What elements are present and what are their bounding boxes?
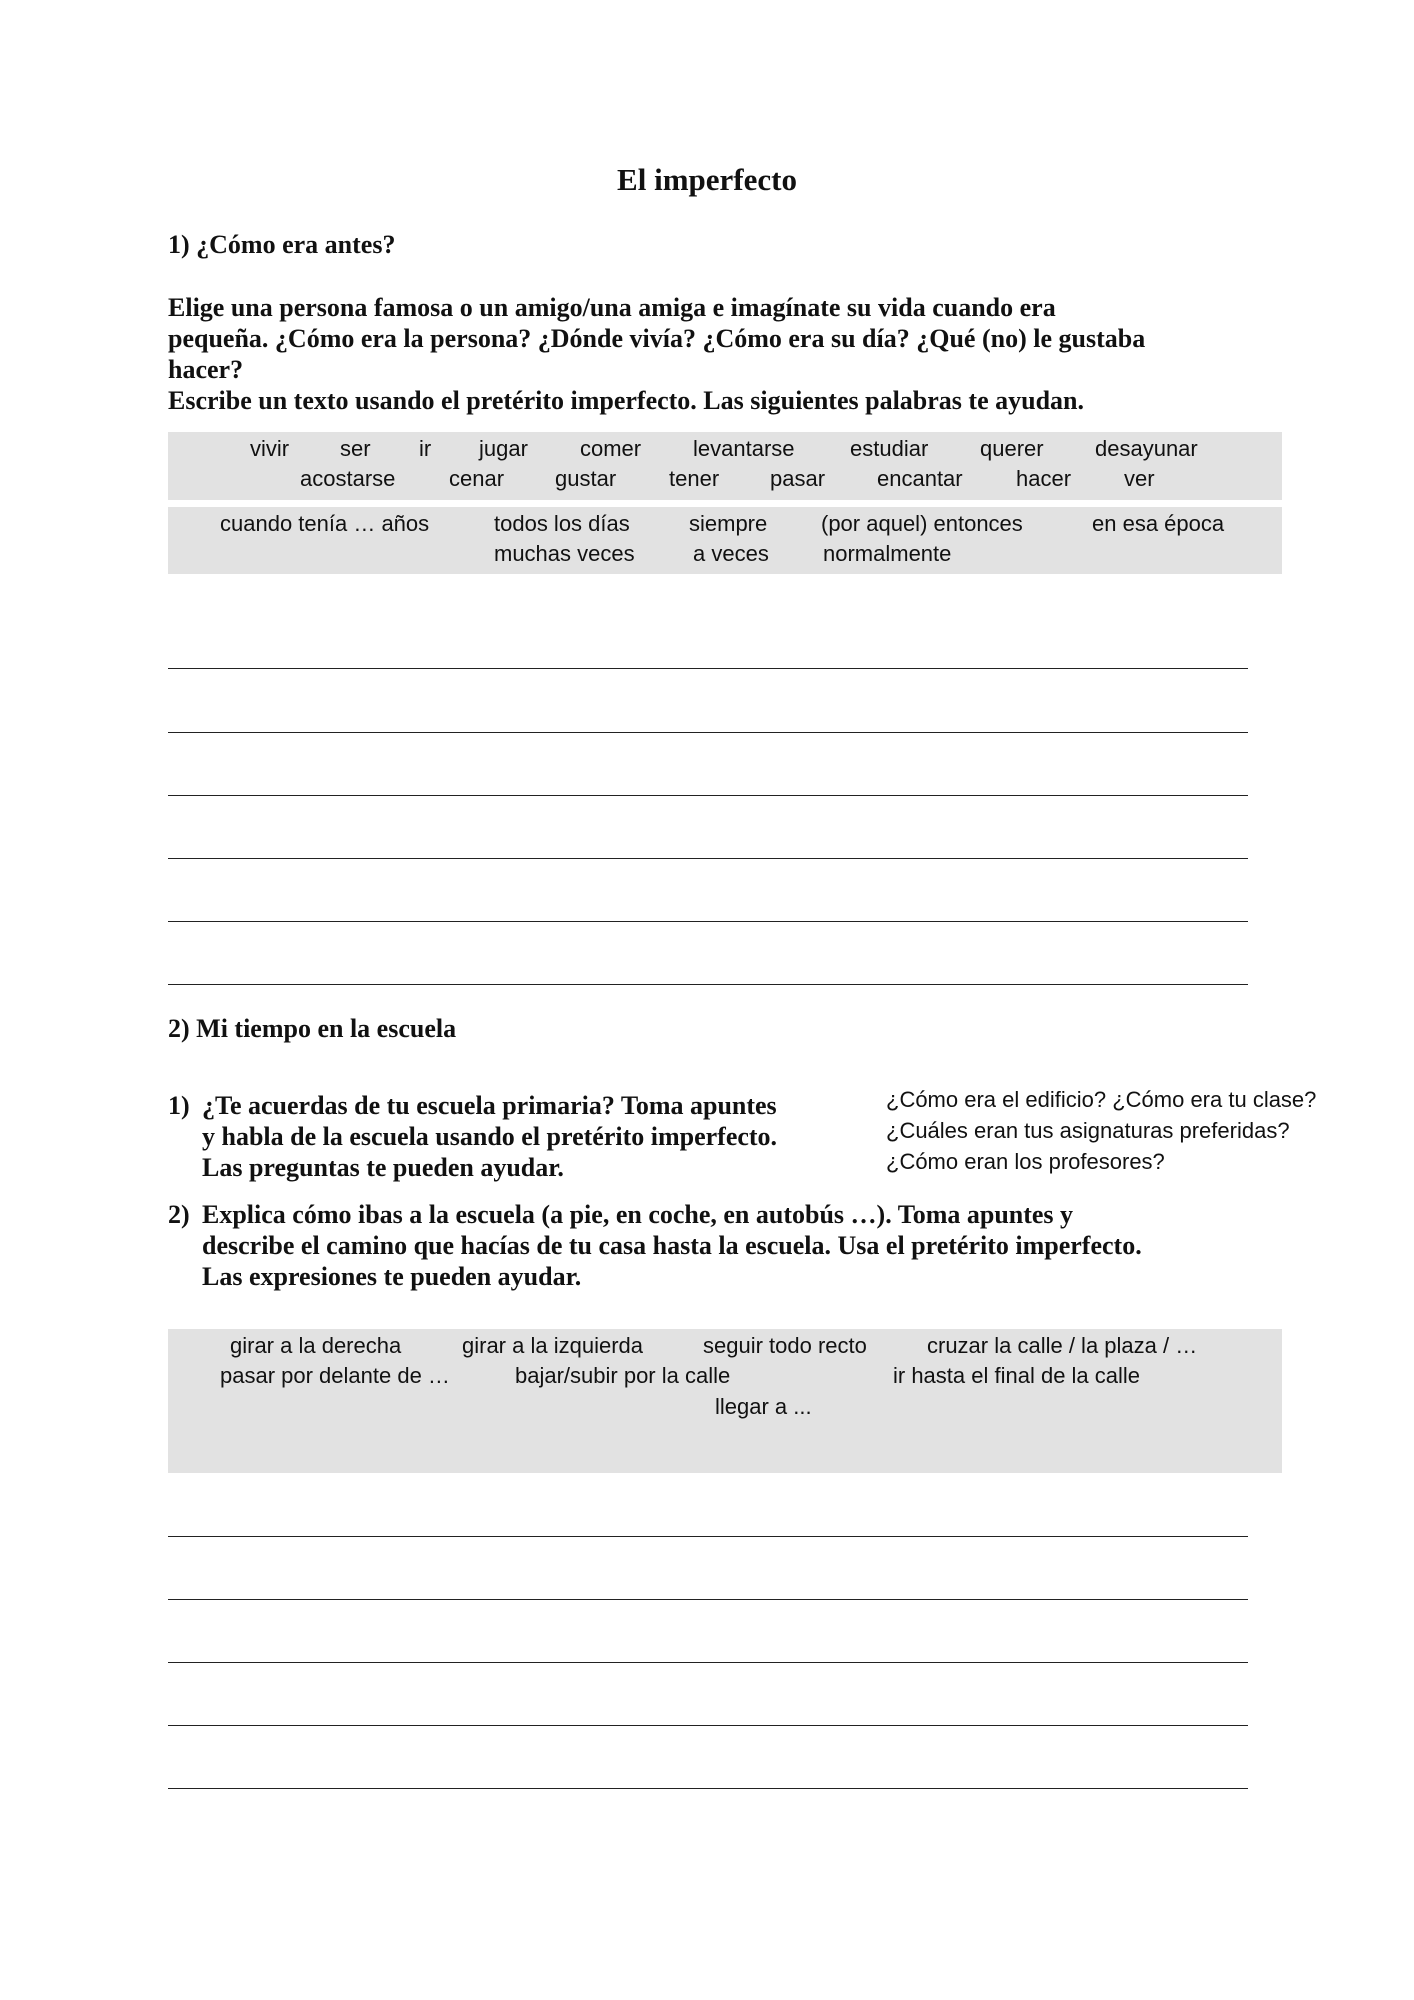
answer-line[interactable] [168,732,1248,733]
verb-word: hacer [1016,466,1072,491]
answer-line[interactable] [168,795,1248,796]
instruction-line: Elige una persona famosa o un amigo/una amiga e imagínate su vida cuando era [168,293,1056,322]
time-expression: a veces [693,541,769,566]
instruction-line: pequeña. ¿Cómo era la persona? ¿Dónde vivía? ¿Cómo era su día? ¿Qué (no) le gustaba [168,324,1146,353]
time-expression: en esa época [1092,511,1225,536]
instruction-line: hacer? [168,355,244,384]
route-expression: ir hasta el final de la calle [893,1363,1141,1388]
task-number: 1) [168,1091,190,1120]
time-expression: muchas veces [494,541,635,566]
task-line: Explica cómo ibas a la escuela (a pie, en coche, en autobús …). Toma apuntes y [202,1200,1074,1229]
answer-line[interactable] [168,984,1248,985]
verb-word-box [168,432,1282,500]
route-expression: girar a la izquierda [462,1333,643,1358]
task-text [202,1199,1142,1292]
verb-word: levantarse [693,436,795,461]
verb-word: pasar [770,466,826,491]
verb-word: comer [580,436,642,461]
route-expression: cruzar la calle / la plaza / … [927,1333,1198,1358]
task-line: Las expresiones te pueden ayudar. [202,1262,582,1291]
route-expression: pasar por delante de … [220,1363,450,1388]
verb-word: querer [980,436,1044,461]
answer-line[interactable] [168,1788,1248,1789]
section2-heading: 2) Mi tiempo en la escuela [168,1014,457,1043]
page-title: El imperfecto [617,162,797,197]
task-text [202,1090,777,1183]
verb-word: tener [669,466,720,491]
task-line: ¿Te acuerdas de tu escuela primaria? Toma apuntes [202,1091,777,1120]
answer-line[interactable] [168,1725,1248,1726]
verb-word: desayunar [1095,436,1198,461]
verb-word: ir [419,436,432,461]
route-expression: llegar a ... [715,1394,812,1419]
answer-line[interactable] [168,1599,1248,1600]
instruction-line: Escribe un texto usando el pretérito imperfecto. Las siguientes palabras te ayudan. [168,386,1084,415]
time-expression: siempre [689,511,768,536]
helper-question: ¿Cuáles eran tus asignaturas preferidas? [886,1118,1290,1143]
answer-line[interactable] [168,668,1248,669]
verb-word: jugar [479,436,528,461]
helper-question: ¿Cómo era el edificio? ¿Cómo era tu clase? [886,1087,1317,1112]
verb-word: acostarse [300,466,396,491]
answer-line[interactable] [168,1536,1248,1537]
verb-word: estudiar [850,436,929,461]
helper-question: ¿Cómo eran los profesores? [886,1149,1165,1174]
answer-line[interactable] [168,858,1248,859]
helper-questions [886,1084,1316,1177]
answer-line[interactable] [168,1662,1248,1663]
verb-word: ver [1124,466,1155,491]
route-expression: seguir todo recto [703,1333,867,1358]
time-expression: todos los días [494,511,630,536]
expression-box [168,1329,1282,1473]
verb-word: cenar [449,466,505,491]
section1-heading: 1) ¿Cómo era antes? [168,230,396,259]
route-expression: bajar/subir por la calle [515,1363,731,1388]
time-expression-box [168,507,1282,574]
route-expression: girar a la derecha [230,1333,402,1358]
task-number: 2) [168,1200,190,1229]
verb-word: gustar [555,466,617,491]
task-line: describe el camino que hacías de tu casa hasta la escuela. Usa el pretérito imperfecto. [202,1231,1142,1260]
verb-word: vivir [250,436,290,461]
task-line: y habla de la escuela usando el pretérito imperfecto. [202,1122,778,1151]
time-expression: cuando tenía … años [220,511,430,536]
section1-instructions [168,292,1278,416]
task-line: Las preguntas te pueden ayudar. [202,1153,564,1182]
time-expression: (por aquel) entonces [821,511,1023,536]
time-expression: normalmente [823,541,952,566]
verb-word: encantar [877,466,963,491]
answer-line[interactable] [168,921,1248,922]
verb-word: ser [340,436,371,461]
